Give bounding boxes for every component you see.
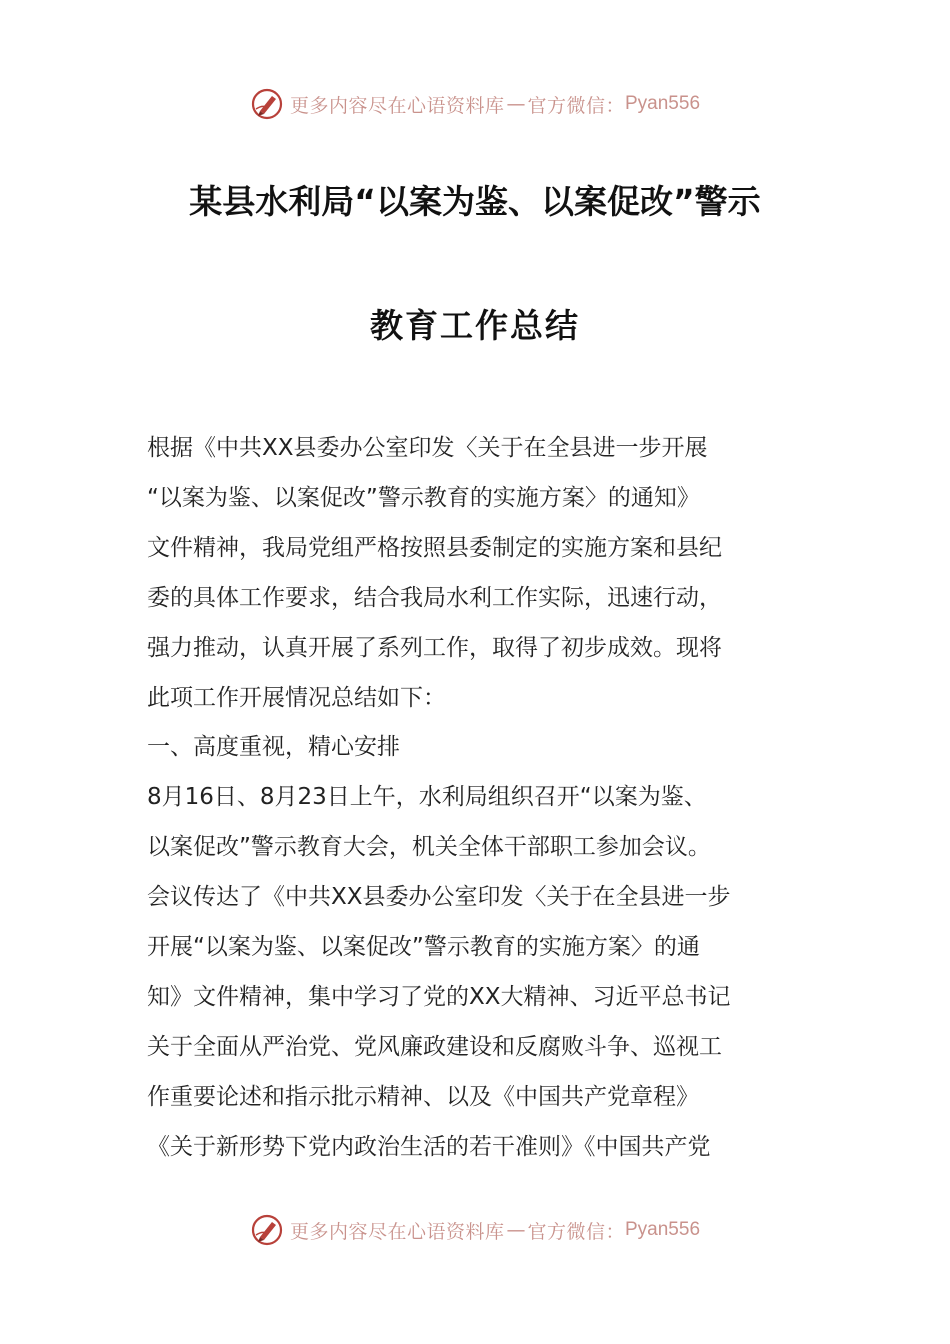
text-line: 会议传达了《中共XX县委办公室印发〈关于在全县进一步 — [147, 884, 731, 910]
text-line: 此项工作开展情况总结如下： — [147, 685, 446, 711]
watermark-site-text: 更多内容尽在心语资料库 — [289, 1220, 505, 1243]
section-heading-1 — [147, 722, 809, 772]
document-title-line-2: 教育工作总结 — [370, 306, 580, 345]
text-line: 《关于新形势下党内政治生活的若干准则》《中国共产党 — [147, 1134, 711, 1160]
watermark-wechat-id: Pyan556 — [625, 1219, 701, 1240]
intro-paragraph — [147, 423, 809, 723]
text-line: 委的具体工作要求，结合我局水利工作实际，迅速行动， — [147, 585, 722, 611]
watermark-dash: — — [506, 1219, 526, 1241]
text-line: 强力推动，认真开展了系列工作，取得了初步成效。现将 — [147, 635, 722, 661]
pen-logo-icon — [250, 87, 284, 121]
watermark-dash: — — [506, 93, 526, 115]
section-1-paragraph — [147, 772, 809, 1172]
watermark-wechat-id: Pyan556 — [625, 93, 701, 114]
text-line: 以案促改”警示教育大会，机关全体干部职工参加会议。 — [147, 834, 711, 860]
text-line: “以案为鉴、以案促改”警示教育的实施方案〉的通知》 — [147, 485, 700, 511]
text-line: 根据《中共XX县委办公室印发〈关于在全县进一步开展 — [147, 435, 708, 461]
watermark-wechat-label: 官方微信： — [527, 1220, 625, 1243]
text-line: 文件精神，我局党组严格按照县委制定的实施方案和县纪 — [147, 535, 722, 561]
text-line: 开展“以案为鉴、以案促改”警示教育的实施方案〉的通 — [147, 934, 700, 960]
text-line: 8月16日、8月23日上午，水利局组织召开“以案为鉴、 — [147, 784, 707, 810]
section-heading-text: 一、高度重视，精心安排 — [147, 734, 400, 760]
text-line: 关于全面从严治党、党风廉政建设和反腐败斗争、巡视工 — [147, 1034, 722, 1060]
pen-logo-icon — [250, 1213, 284, 1247]
document-title-line-1: 某县水利局“以案为鉴、以案促改”警示 — [189, 182, 761, 221]
watermark-header — [0, 84, 950, 124]
watermark-site-text: 更多内容尽在心语资料库 — [289, 94, 505, 117]
watermark-footer — [0, 1210, 950, 1250]
text-line: 作重要论述和指示批示精神、以及《中国共产党章程》 — [147, 1084, 699, 1110]
text-line: 知》文件精神，集中学习了党的XX大精神、习近平总书记 — [147, 984, 731, 1010]
watermark-wechat-label: 官方微信： — [527, 94, 625, 117]
